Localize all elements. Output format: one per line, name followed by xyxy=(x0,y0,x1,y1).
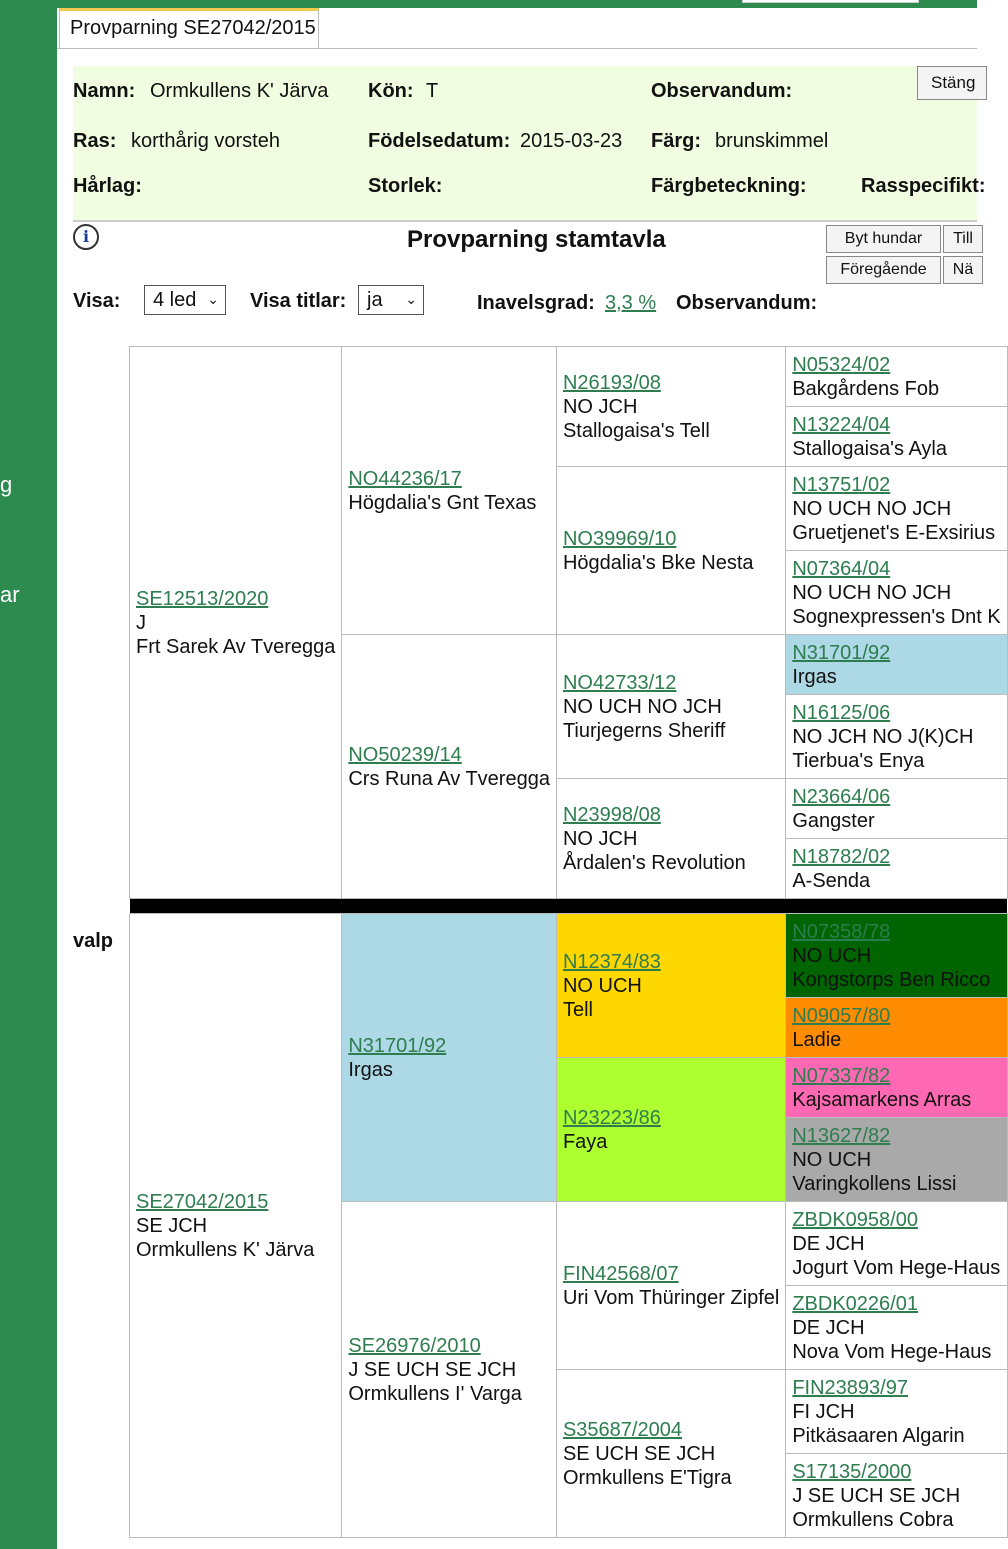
observandum-label-2: Observandum: xyxy=(676,292,818,314)
ssds-title: NO UCH NO JCH xyxy=(792,497,952,520)
dsds-name: Kajsamarkens Arras xyxy=(792,1088,972,1111)
ras-label: Ras: xyxy=(73,130,117,152)
ssss-cell xyxy=(786,347,1007,407)
sdss-name: Irgas xyxy=(792,665,837,688)
valp-label: valp xyxy=(73,930,114,952)
kon-value: T xyxy=(426,80,439,102)
sidebar-item-fragment[interactable]: ar xyxy=(0,582,20,607)
chevron-down-icon: ⌄ xyxy=(207,291,219,307)
sddd-reg-link[interactable]: N18782/02 xyxy=(792,845,891,868)
sssd-reg-link[interactable]: N13224/04 xyxy=(792,413,891,436)
dddd-reg-link[interactable]: S17135/2000 xyxy=(792,1460,912,1483)
dss-title: NO UCH xyxy=(562,974,642,997)
sire-name: Frt Sarek Av Tveregga xyxy=(136,635,336,658)
ssdd-name: Sognexpressen's Dnt K xyxy=(792,605,1001,628)
sss-reg-link[interactable]: N26193/08 xyxy=(562,371,661,394)
sss-name: Stallogaisa's Tell xyxy=(562,419,710,442)
sidebar-item-fragment[interactable]: g xyxy=(0,472,13,497)
ddss-name: Jogurt Vom Hege-Haus xyxy=(792,1256,1001,1279)
sss-title: NO JCH xyxy=(562,395,638,418)
sds-name: Tiurjegerns Sheriff xyxy=(562,719,726,742)
dddd-cell xyxy=(786,1454,1007,1538)
ddsd-reg-link[interactable]: ZBDK0226/01 xyxy=(792,1292,918,1315)
sdsd-title: NO JCH NO J(K)CH xyxy=(792,725,974,748)
dsd-reg-link[interactable]: N23223/86 xyxy=(562,1106,661,1129)
dddd-title: J SE UCH SE JCH xyxy=(792,1484,961,1507)
sire-reg-link[interactable]: SE12513/2020 xyxy=(136,587,269,610)
sdss-cell xyxy=(786,635,1007,695)
dam-reg-link[interactable]: SE27042/2015 xyxy=(136,1190,269,1213)
ddss-cell xyxy=(786,1202,1007,1286)
sss-cell xyxy=(556,347,785,467)
dssd-name: Ladie xyxy=(792,1028,842,1051)
dsd-name: Faya xyxy=(562,1130,608,1153)
dd-name: Ormkullens I' Varga xyxy=(348,1382,522,1405)
rasspecifikt-label: Rasspecifikt: xyxy=(861,175,986,197)
dss-name: Tell xyxy=(562,998,593,1021)
ssds-cell xyxy=(786,467,1007,551)
fargbeteckning-label: Färgbeteckning: xyxy=(651,175,807,197)
inavelsgrad-label: Inavelsgrad: xyxy=(477,292,595,314)
dd-title: J SE UCH SE JCH xyxy=(348,1358,517,1381)
sdd-name: Årdalen's Revolution xyxy=(562,851,746,874)
info-icon[interactable]: i xyxy=(73,224,99,250)
till-button[interactable]: Till xyxy=(943,225,983,253)
fodelsedatum-label: Födelsedatum: xyxy=(368,130,511,152)
chevron-down-icon: ⌄ xyxy=(405,291,417,307)
sd-cell xyxy=(342,635,557,899)
ssss-name: Bakgårdens Fob xyxy=(792,377,940,400)
pedigree-table xyxy=(129,346,1008,1538)
ssdd-reg-link[interactable]: N07364/04 xyxy=(792,557,891,580)
sds-reg-link[interactable]: NO42733/12 xyxy=(562,671,677,694)
ssdd-title: NO UCH NO JCH xyxy=(792,581,952,604)
ddsd-name: Nova Vom Hege-Haus xyxy=(792,1340,992,1363)
dam-cell xyxy=(130,914,342,1538)
sire-title: J xyxy=(136,611,146,634)
ssdd-cell xyxy=(786,551,1007,635)
main-panel xyxy=(57,8,1001,1549)
sdsd-reg-link[interactable]: N16125/06 xyxy=(792,701,891,724)
ras-value: korthårig vorsteh xyxy=(131,130,280,152)
dsdd-reg-link[interactable]: N13627/82 xyxy=(792,1124,891,1147)
dam-title: SE JCH xyxy=(136,1214,208,1237)
sds-title: NO UCH NO JCH xyxy=(562,695,722,718)
ssd-cell xyxy=(556,467,785,635)
ddd-title: SE UCH SE JCH xyxy=(562,1442,716,1465)
farg-label: Färg: xyxy=(651,130,701,152)
byt-hundar-button[interactable]: Byt hundar xyxy=(826,225,941,253)
dss-reg-link[interactable]: N12374/83 xyxy=(562,950,661,973)
namn-label: Namn: xyxy=(73,80,136,102)
ss-reg-link[interactable]: NO44236/17 xyxy=(348,467,462,490)
ddsd-cell xyxy=(786,1286,1007,1370)
titlar-select-value: ja xyxy=(367,289,383,311)
ddsd-title: DE JCH xyxy=(792,1316,865,1339)
ds-cell xyxy=(342,914,557,1202)
dssd-reg-link[interactable]: N09057/80 xyxy=(792,1004,891,1027)
storlek-label: Storlek: xyxy=(368,175,443,197)
observandum-label: Observandum: xyxy=(651,80,793,102)
ddd-reg-link[interactable]: S35687/2004 xyxy=(562,1418,682,1441)
dds-name: Uri Vom Thüringer Zipfel xyxy=(562,1286,780,1309)
sdd-reg-link[interactable]: N23998/08 xyxy=(562,803,661,826)
visa-titlar-label: Visa titlar: xyxy=(250,290,347,312)
farg-value: brunskimmel xyxy=(715,130,829,152)
dd-reg-link[interactable]: SE26976/2010 xyxy=(348,1334,481,1357)
ddss-reg-link[interactable]: ZBDK0958/00 xyxy=(792,1208,918,1231)
dss-cell xyxy=(556,914,785,1058)
namn-value: Ormkullens K' Järva xyxy=(150,80,329,102)
dog-info-panel xyxy=(73,66,986,220)
dds-cell xyxy=(556,1202,785,1370)
dsds-reg-link[interactable]: N07337/82 xyxy=(792,1064,891,1087)
inavelsgrad-link[interactable]: 3,3 % xyxy=(605,292,657,314)
foregaende-button[interactable]: Föregående xyxy=(826,256,941,284)
titlar-select[interactable] xyxy=(358,285,424,315)
ssds-reg-link[interactable]: N13751/02 xyxy=(792,473,891,496)
sdsd-name: Tierbua's Enya xyxy=(792,749,925,772)
sd-name: Crs Runa Av Tveregga xyxy=(348,767,550,790)
dsdd-name: Varingkollens Lissi xyxy=(792,1172,957,1195)
dsss-reg-link[interactable]: N07358/78 xyxy=(792,920,891,943)
stang-button[interactable]: Stäng xyxy=(917,66,987,100)
sdds-cell xyxy=(786,779,1007,839)
sddd-cell xyxy=(786,839,1007,899)
page-title: Provparning stamtavla xyxy=(407,226,666,253)
ds-reg-link[interactable]: N31701/92 xyxy=(348,1034,447,1057)
ssd-name: Högdalia's Bke Nesta xyxy=(562,551,754,574)
ddd-name: Ormkullens E'Tigra xyxy=(562,1466,732,1489)
sdss-reg-link[interactable]: N31701/92 xyxy=(792,641,891,664)
sddd-name: A-Senda xyxy=(792,869,871,892)
sssd-name: Stallogaisa's Ayla xyxy=(792,437,948,460)
ss-cell xyxy=(342,347,557,635)
fodelsedatum-value: 2015-03-23 xyxy=(520,130,623,152)
dssd-cell xyxy=(786,998,1007,1058)
dddd-name: Ormkullens Cobra xyxy=(792,1508,954,1531)
sds-cell xyxy=(556,635,785,779)
sdds-reg-link[interactable]: N23664/06 xyxy=(792,785,891,808)
ddss-title: DE JCH xyxy=(792,1232,865,1255)
dsdd-cell xyxy=(786,1118,1007,1202)
sdsd-cell xyxy=(786,695,1007,779)
ssd-reg-link[interactable]: NO39969/10 xyxy=(562,527,677,550)
dsss-title: NO UCH xyxy=(792,944,872,967)
sssd-cell xyxy=(786,407,1007,467)
ddd-cell xyxy=(556,1370,785,1538)
dsdd-title: NO UCH xyxy=(792,1148,872,1171)
kon-label: Kön: xyxy=(368,80,414,102)
ddds-reg-link[interactable]: FIN23893/97 xyxy=(792,1376,908,1399)
ss-name: Högdalia's Gnt Texas xyxy=(348,491,537,514)
dsss-cell xyxy=(786,914,1007,998)
harlag-label: Hårlag: xyxy=(73,175,142,197)
sire-cell xyxy=(130,347,342,899)
visa-select-value: 4 led xyxy=(153,289,197,311)
dam-name: Ormkullens K' Järva xyxy=(136,1238,315,1261)
sdd-title: NO JCH xyxy=(562,827,638,850)
ddds-title: FI JCH xyxy=(792,1400,855,1423)
dsds-cell xyxy=(786,1058,1007,1118)
ddds-cell xyxy=(786,1370,1007,1454)
divider xyxy=(73,220,977,222)
top-search-box[interactable] xyxy=(742,0,919,3)
tab-baseline xyxy=(57,48,977,49)
sdd-cell xyxy=(556,779,785,899)
ddds-name: Pitkäsaaren Algarin xyxy=(792,1424,965,1447)
sdds-name: Gangster xyxy=(792,809,875,832)
sd-reg-link[interactable]: NO50239/14 xyxy=(348,743,462,766)
dsss-name: Kongstorps Ben Ricco xyxy=(792,968,991,991)
ssss-reg-link[interactable]: N05324/02 xyxy=(792,353,891,376)
sire-dam-divider xyxy=(130,899,1008,914)
sidebar xyxy=(0,0,57,1549)
ds-name: Irgas xyxy=(348,1058,393,1081)
nasta-button[interactable]: Nä xyxy=(943,256,983,284)
dds-reg-link[interactable]: FIN42568/07 xyxy=(562,1262,679,1285)
ssds-name: Gruetjenet's E-Exsirius xyxy=(792,521,996,544)
dsd-cell xyxy=(556,1058,785,1202)
visa-label: Visa: xyxy=(73,290,121,312)
dd-cell xyxy=(342,1202,557,1538)
tab-provparning[interactable]: Provparning SE27042/2015 xyxy=(59,8,319,48)
visa-select[interactable] xyxy=(144,285,226,315)
